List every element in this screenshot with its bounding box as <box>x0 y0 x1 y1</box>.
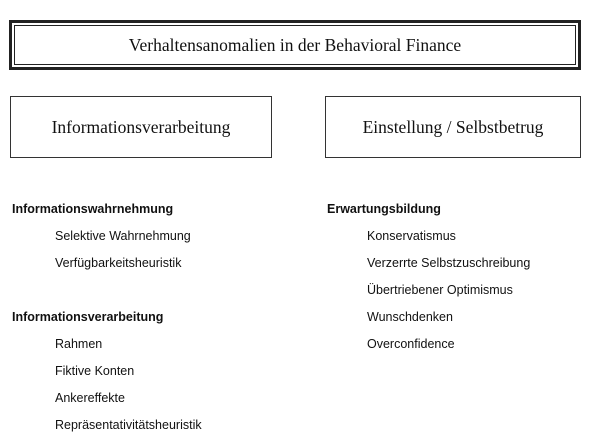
group-heading-informationswahrnehmung: Informationswahrnehmung <box>12 202 174 216</box>
diagram-title: Verhaltensanomalien in der Behavioral Finance <box>128 34 462 55</box>
category-label: Einstellung / Selbstbetrug <box>362 116 544 137</box>
group-heading-informationsverarbeitung: Informationsverarbeitung <box>12 310 164 324</box>
list-item: Verfügbarkeitsheuristik <box>55 256 182 270</box>
list-item: Verzerrte Selbstzuschreibung <box>367 256 531 270</box>
list-item: Wunschdenken <box>367 310 453 324</box>
category-box-einstellung <box>325 96 581 158</box>
category-box-informationsverarbeitung <box>10 96 272 158</box>
list-item: Übertriebener Optimismus <box>367 283 513 297</box>
list-item: Ankereffekte <box>55 391 125 405</box>
list-item: Repräsentativitätsheuristik <box>55 418 202 432</box>
list-item: Overconfidence <box>367 337 455 351</box>
category-label: Informationsverarbeitung <box>51 116 231 137</box>
list-item: Fiktive Konten <box>55 364 135 378</box>
list-item: Rahmen <box>55 337 103 351</box>
group-heading-erwartungsbildung: Erwartungsbildung <box>327 202 441 216</box>
list-item: Selektive Wahrnehmung <box>55 229 191 243</box>
list-item: Konservatismus <box>367 229 456 243</box>
diagram-title-box <box>9 20 581 70</box>
